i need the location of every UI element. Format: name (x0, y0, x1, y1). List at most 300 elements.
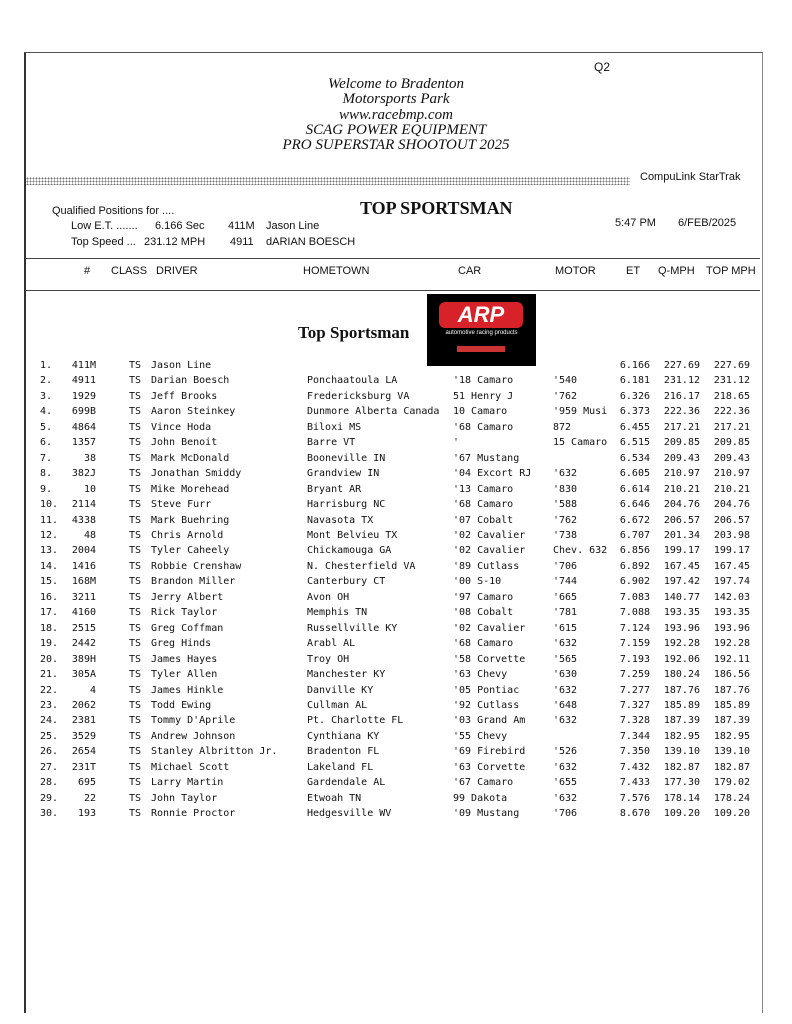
col-header-driver: DRIVER (156, 265, 198, 277)
col-header-number: # (84, 265, 91, 277)
cell-et: 6.672 (619, 514, 650, 526)
cell-car-number: 1357 (71, 437, 96, 449)
cell-position: 8. (40, 468, 53, 480)
table-row (0, 543, 792, 558)
cell-class: TS (129, 421, 142, 433)
cell-class: TS (129, 684, 142, 696)
cell-et: 7.277 (619, 684, 650, 696)
cell-class: TS (129, 761, 142, 773)
cell-top-mph: 222.36 (713, 406, 750, 418)
cell-hometown: Hedgesville WV (307, 808, 392, 819)
cell-q-mph: 167.45 (663, 560, 700, 572)
cell-position: 21. (40, 669, 59, 680)
cell-driver: Greg Hinds (151, 638, 212, 650)
cell-top-mph: 193.96 (713, 622, 750, 634)
low-et-value: 6.166 Sec (155, 220, 205, 232)
cell-hometown: Manchester KY (307, 669, 386, 680)
cell-car-number: 22 (83, 792, 96, 804)
cell-car: ' (453, 437, 460, 449)
cell-car-number: 1416 (71, 560, 96, 572)
cell-motor: '615 (553, 622, 578, 634)
table-row (0, 389, 792, 404)
cell-q-mph: 109.20 (663, 808, 700, 819)
header-line-4: SCAG POWER EQUIPMENT (305, 122, 487, 138)
top-speed-value: 231.12 MPH (144, 236, 206, 248)
low-et-number: 411M (228, 220, 255, 232)
cell-et: 7.328 (619, 715, 650, 727)
page-title: TOP SPORTSMAN (360, 198, 513, 218)
cell-class: TS (129, 545, 142, 557)
table-row (0, 528, 792, 543)
cell-motor: '830 (553, 483, 578, 495)
cell-driver: Andrew Johnson (151, 730, 236, 742)
cell-hometown: Grandview IN (307, 468, 380, 480)
cell-hometown: Harrisburg NC (307, 499, 386, 510)
cell-hometown: Avon OH (307, 591, 350, 603)
cell-top-mph: 199.17 (713, 545, 750, 557)
cell-q-mph: 177.30 (663, 777, 700, 789)
cell-driver: Darian Boesch (151, 375, 230, 387)
cell-hometown: Cynthiana KY (307, 730, 380, 742)
cell-car: '02 Cavalier (453, 530, 526, 541)
cell-q-mph: 199.17 (663, 545, 700, 557)
cell-car: '68 Camaro (453, 638, 514, 650)
cell-et: 7.159 (619, 638, 650, 650)
cell-motor: '632 (553, 792, 578, 804)
cell-driver: Mark McDonald (151, 452, 230, 464)
cell-motor: '632 (553, 715, 578, 727)
top-speed-label: Top Speed ... (71, 236, 136, 248)
cell-position: 15. (40, 576, 59, 588)
cell-driver: Jason Line (151, 360, 212, 371)
cell-car-number: 4338 (71, 514, 96, 526)
cell-driver: Tyler Caheely (151, 545, 230, 557)
table-row (0, 590, 792, 605)
table-row (0, 729, 792, 744)
cell-top-mph: 210.21 (713, 483, 750, 495)
cell-hometown: Navasota TX (307, 514, 374, 526)
cell-motor: '706 (553, 560, 578, 572)
cell-q-mph: 201.34 (663, 530, 700, 541)
cell-hometown: Danville KY (307, 684, 374, 696)
cell-car-number: 382J (71, 468, 96, 480)
cell-car: '58 Corvette (453, 653, 526, 665)
cell-driver: Ronnie Proctor (151, 808, 236, 819)
header-line-1: Welcome to Bradenton (327, 76, 465, 92)
cell-q-mph: 231.12 (663, 375, 700, 387)
cell-position: 7. (40, 452, 53, 464)
cell-hometown: Biloxi MS (307, 421, 362, 433)
cell-class: TS (129, 530, 142, 541)
cell-position: 5. (40, 421, 53, 433)
cell-top-mph: 186.56 (713, 669, 750, 680)
cell-q-mph: 185.89 (663, 699, 700, 711)
col-header-car: CAR (458, 265, 482, 277)
cell-class: TS (129, 499, 142, 510)
cell-driver: Rick Taylor (151, 607, 218, 619)
cell-driver: Mike Morehead (151, 483, 230, 495)
cell-car: '02 Cavalier (453, 545, 526, 557)
cell-et: 7.344 (619, 730, 650, 742)
cell-motor: 872 (553, 421, 572, 433)
cell-class: TS (129, 514, 142, 526)
cell-class: TS (129, 699, 142, 711)
cell-position: 12. (40, 530, 59, 541)
table-row (0, 435, 792, 450)
cell-class: TS (129, 715, 142, 727)
cell-hometown: Barre VT (307, 437, 356, 449)
cell-position: 4. (40, 406, 53, 418)
cell-q-mph: 204.76 (663, 499, 700, 510)
cell-hometown: Gardendale AL (307, 777, 386, 789)
cell-et: 6.373 (619, 406, 650, 418)
cell-car-number: 4 (89, 684, 96, 696)
cell-car-number: 3211 (71, 591, 96, 603)
table-row (0, 760, 792, 775)
cell-motor: '655 (553, 777, 578, 789)
low-et-label: Low E.T. ....... (71, 220, 138, 232)
cell-position: 14. (40, 560, 59, 572)
cell-position: 9. (40, 483, 53, 495)
cell-car-number: 305A (71, 669, 96, 680)
table-row (0, 636, 792, 651)
cell-top-mph: 204.76 (713, 499, 750, 510)
qualified-label: Qualified Positions for .... (52, 205, 175, 217)
cell-class: TS (129, 607, 142, 619)
header-rule-top (26, 258, 760, 259)
cell-motor: '540 (553, 375, 578, 387)
cell-motor: '738 (553, 530, 578, 541)
cell-class: TS (129, 622, 142, 634)
cell-hometown: Cullman AL (307, 699, 368, 711)
cell-position: 19. (40, 638, 59, 650)
cell-hometown: Fredericksburg VA (307, 390, 410, 402)
cell-car-number: 2004 (71, 545, 96, 557)
cell-driver: Brandon Miller (151, 576, 236, 588)
cell-motor: '588 (553, 499, 578, 510)
cell-motor: '762 (553, 514, 578, 526)
cell-top-mph: 179.02 (713, 777, 750, 789)
cell-et: 7.259 (619, 669, 650, 680)
cell-motor: '632 (553, 684, 578, 696)
table-row (0, 574, 792, 589)
table-row (0, 497, 792, 512)
timing-system-label: CompuLink StarTrak (640, 171, 741, 183)
cell-et: 6.515 (619, 437, 650, 449)
cell-position: 16. (40, 591, 59, 603)
cell-position: 6. (40, 437, 53, 449)
cell-driver: Steve Furr (151, 499, 212, 510)
cell-car: '68 Camaro (453, 421, 514, 433)
cell-q-mph: 140.77 (663, 591, 700, 603)
cell-car: 51 Henry J (453, 390, 514, 402)
col-header-motor: MOTOR (555, 265, 596, 277)
cell-car: '03 Grand Am (453, 715, 526, 727)
cell-q-mph: 192.28 (663, 638, 700, 650)
cell-motor: '959 Musi (553, 406, 608, 418)
table-row (0, 404, 792, 419)
cell-position: 13. (40, 545, 59, 557)
col-header-et: ET (626, 265, 641, 277)
cell-class: TS (129, 560, 142, 572)
cell-et: 7.576 (619, 792, 650, 804)
cell-driver: Mark Buehring (151, 514, 230, 526)
cell-top-mph: 185.89 (713, 699, 750, 711)
cell-class: TS (129, 406, 142, 418)
cell-position: 27. (40, 761, 59, 773)
cell-motor: '762 (553, 390, 578, 402)
cell-position: 24. (40, 715, 59, 727)
cell-class: TS (129, 653, 142, 665)
cell-q-mph: 209.43 (663, 452, 700, 464)
cell-class: TS (129, 576, 142, 588)
cell-hometown: Etwoah TN (307, 792, 362, 804)
cell-et: 6.605 (619, 468, 650, 480)
table-row (0, 713, 792, 728)
cell-car: '02 Cavalier (453, 622, 526, 634)
cell-top-mph: 197.74 (713, 576, 750, 588)
cell-driver: Stanley Albritton Jr. (151, 746, 278, 758)
cell-car: '13 Camaro (453, 483, 514, 495)
cell-position: 18. (40, 622, 59, 634)
cell-driver: Tommy D'Aprile (151, 715, 236, 727)
col-header-class: CLASS (111, 265, 148, 277)
cell-car-number: 2381 (71, 715, 96, 727)
cell-driver: Vince Hoda (151, 421, 212, 433)
cell-position: 17. (40, 607, 59, 619)
cell-hometown: Bryant AR (307, 483, 362, 495)
cell-hometown: Mont Belvieu TX (307, 530, 398, 541)
cell-car-number: 695 (77, 777, 96, 789)
cell-top-mph: 167.45 (713, 560, 750, 572)
cell-q-mph: 210.97 (663, 468, 700, 480)
cell-car: '07 Cobalt (453, 514, 514, 526)
cell-class: TS (129, 669, 142, 680)
cell-top-mph: 227.69 (713, 360, 750, 371)
cell-motor: '665 (553, 591, 578, 603)
cell-top-mph: 203.98 (713, 530, 750, 541)
cell-et: 6.181 (619, 375, 650, 387)
cell-top-mph: 109.20 (713, 808, 750, 819)
cell-top-mph: 182.87 (713, 761, 750, 773)
cell-car-number: 389H (71, 653, 96, 665)
cell-car: '69 Firebird (453, 746, 526, 758)
table-row (0, 698, 792, 713)
report-time: 5:47 PM (615, 217, 656, 229)
cell-hometown: Arabl AL (307, 638, 356, 650)
cell-class: TS (129, 390, 142, 402)
cell-driver: Jeff Brooks (151, 390, 218, 402)
cell-car: '04 Excort RJ (453, 468, 532, 480)
cell-top-mph: 182.95 (713, 730, 750, 742)
cell-q-mph: 222.36 (663, 406, 700, 418)
cell-q-mph: 182.87 (663, 761, 700, 773)
cell-driver: Greg Coffman (151, 622, 224, 634)
cell-driver: Robbie Crenshaw (151, 560, 242, 572)
cell-q-mph: 210.21 (663, 483, 700, 495)
cell-et: 7.193 (619, 653, 650, 665)
page-code: Q2 (594, 60, 611, 74)
cell-car: '08 Cobalt (453, 607, 514, 619)
cell-q-mph: 139.10 (663, 746, 700, 758)
cell-car: '89 Cutlass (453, 560, 520, 572)
cell-q-mph: 180.24 (663, 669, 700, 680)
arp-logo-mark: ARP (439, 302, 523, 328)
cell-motor: '526 (553, 746, 578, 758)
cell-q-mph: 187.39 (663, 715, 700, 727)
col-header-top-mph: TOP MPH (706, 265, 756, 277)
cell-q-mph: 192.06 (663, 653, 700, 665)
cell-car-number: 4911 (71, 375, 96, 387)
top-speed-number: 4911 (230, 236, 254, 248)
cell-car-number: 48 (83, 530, 96, 541)
cell-class: TS (129, 452, 142, 464)
cell-q-mph: 193.96 (663, 622, 700, 634)
cell-top-mph: 193.35 (713, 607, 750, 619)
table-row (0, 513, 792, 528)
cell-top-mph: 231.12 (713, 375, 750, 387)
cell-car: '63 Chevy (453, 669, 508, 680)
cell-et: 7.088 (619, 607, 650, 619)
cell-et: 6.534 (619, 452, 650, 464)
cell-motor: '781 (553, 607, 578, 619)
cell-hometown: Ponchaatoula LA (307, 375, 398, 387)
cell-et: 6.892 (619, 560, 650, 572)
cell-car: '92 Cutlass (453, 699, 520, 711)
cell-driver: Tyler Allen (151, 669, 218, 680)
cell-car-number: 1929 (71, 390, 96, 402)
cell-driver: John Benoit (151, 437, 218, 449)
col-header-hometown: HOMETOWN (303, 265, 370, 277)
cell-top-mph: 217.21 (713, 421, 750, 433)
cell-hometown: Dunmore Alberta Canada (307, 406, 440, 418)
cell-car-number: 38 (83, 452, 96, 464)
table-row (0, 806, 792, 821)
cell-class: TS (129, 638, 142, 650)
cell-car: '63 Corvette (453, 761, 526, 773)
arp-logo (427, 294, 536, 366)
cell-top-mph: 206.57 (713, 514, 750, 526)
cell-q-mph: 217.21 (663, 421, 700, 433)
cell-car: '68 Camaro (453, 499, 514, 510)
arp-logo-tagline: automotive racing products (445, 330, 518, 336)
cell-et: 7.433 (619, 777, 650, 789)
cell-position: 22. (40, 684, 59, 696)
cell-et: 6.707 (619, 530, 650, 541)
cell-motor: '744 (553, 576, 578, 588)
cell-top-mph: 192.11 (713, 653, 750, 665)
cell-class: TS (129, 730, 142, 742)
cell-hometown: Russellville KY (307, 622, 398, 634)
cell-car-number: 2442 (71, 638, 96, 650)
cell-motor: '648 (553, 699, 578, 711)
report-date: 6/FEB/2025 (678, 217, 737, 229)
cell-position: 26. (40, 746, 59, 758)
cell-car-number: 2654 (71, 746, 96, 758)
cell-class: TS (129, 591, 142, 603)
cell-hometown: Bradenton FL (307, 746, 380, 758)
cell-hometown: Canterbury CT (307, 576, 386, 588)
cell-q-mph: 178.14 (663, 792, 700, 804)
cell-top-mph: 178.24 (713, 792, 750, 804)
cell-q-mph: 206.57 (663, 514, 700, 526)
cell-class: TS (129, 792, 142, 804)
table-row (0, 775, 792, 790)
cell-car-number: 231T (71, 761, 96, 773)
cell-top-mph: 187.76 (713, 684, 750, 696)
cell-q-mph: 187.76 (663, 684, 700, 696)
cell-et: 6.614 (619, 483, 650, 495)
cell-motor: '565 (553, 653, 578, 665)
cell-position: 3. (40, 390, 53, 402)
table-row (0, 559, 792, 574)
cell-top-mph: 210.97 (713, 468, 750, 480)
table-row (0, 744, 792, 759)
cell-car-number: 2515 (71, 622, 96, 634)
cell-class: TS (129, 375, 142, 387)
cell-car: '00 S-10 (453, 576, 502, 588)
cell-position: 23. (40, 699, 59, 711)
dotted-divider (26, 177, 630, 185)
cell-hometown: Memphis TN (307, 607, 368, 619)
cell-car-number: 2062 (71, 699, 96, 711)
cell-motor: '706 (553, 808, 578, 819)
cell-car: '18 Camaro (453, 375, 514, 387)
header-rule-bottom (26, 290, 760, 291)
cell-hometown: Pt. Charlotte FL (307, 715, 404, 727)
cell-position: 25. (40, 730, 59, 742)
cell-driver: Jerry Albert (151, 591, 224, 603)
cell-driver: Larry Martin (151, 777, 224, 789)
cell-position: 2. (40, 375, 53, 387)
cell-driver: Michael Scott (151, 761, 230, 773)
table-row (0, 451, 792, 466)
cell-et: 6.166 (619, 360, 650, 371)
cell-car-number: 3529 (71, 730, 96, 742)
cell-car: '09 Mustang (453, 808, 520, 819)
cell-class: TS (129, 468, 142, 480)
cell-driver: Todd Ewing (151, 699, 212, 711)
cell-top-mph: 139.10 (713, 746, 750, 758)
table-row (0, 683, 792, 698)
cell-driver: James Hinkle (151, 684, 224, 696)
cell-car-number: 168M (71, 576, 96, 588)
cell-hometown: Troy OH (307, 653, 350, 665)
cell-driver: James Hayes (151, 653, 218, 665)
cell-car-number: 411M (71, 360, 96, 371)
cell-q-mph: 193.35 (663, 607, 700, 619)
cell-car: '05 Pontiac (453, 684, 520, 696)
section-title: Top Sportsman (298, 323, 410, 342)
cell-driver: John Taylor (151, 792, 218, 804)
table-row (0, 621, 792, 636)
cell-car-number: 4160 (71, 607, 96, 619)
cell-et: 7.432 (619, 761, 650, 773)
cell-et: 7.350 (619, 746, 650, 758)
cell-hometown: Booneville IN (307, 452, 386, 464)
table-row (0, 791, 792, 806)
low-et-driver: Jason Line (266, 220, 320, 232)
cell-et: 6.326 (619, 390, 650, 402)
cell-position: 28. (40, 777, 59, 789)
top-speed-driver: dARIAN BOESCH (266, 236, 356, 248)
cell-motor: '632 (553, 638, 578, 650)
cell-car-number: 699B (71, 406, 96, 418)
header-line-2: Motorsports Park (342, 91, 450, 107)
cell-class: TS (129, 360, 142, 371)
cell-class: TS (129, 483, 142, 495)
cell-hometown: Chickamouga GA (307, 545, 392, 557)
